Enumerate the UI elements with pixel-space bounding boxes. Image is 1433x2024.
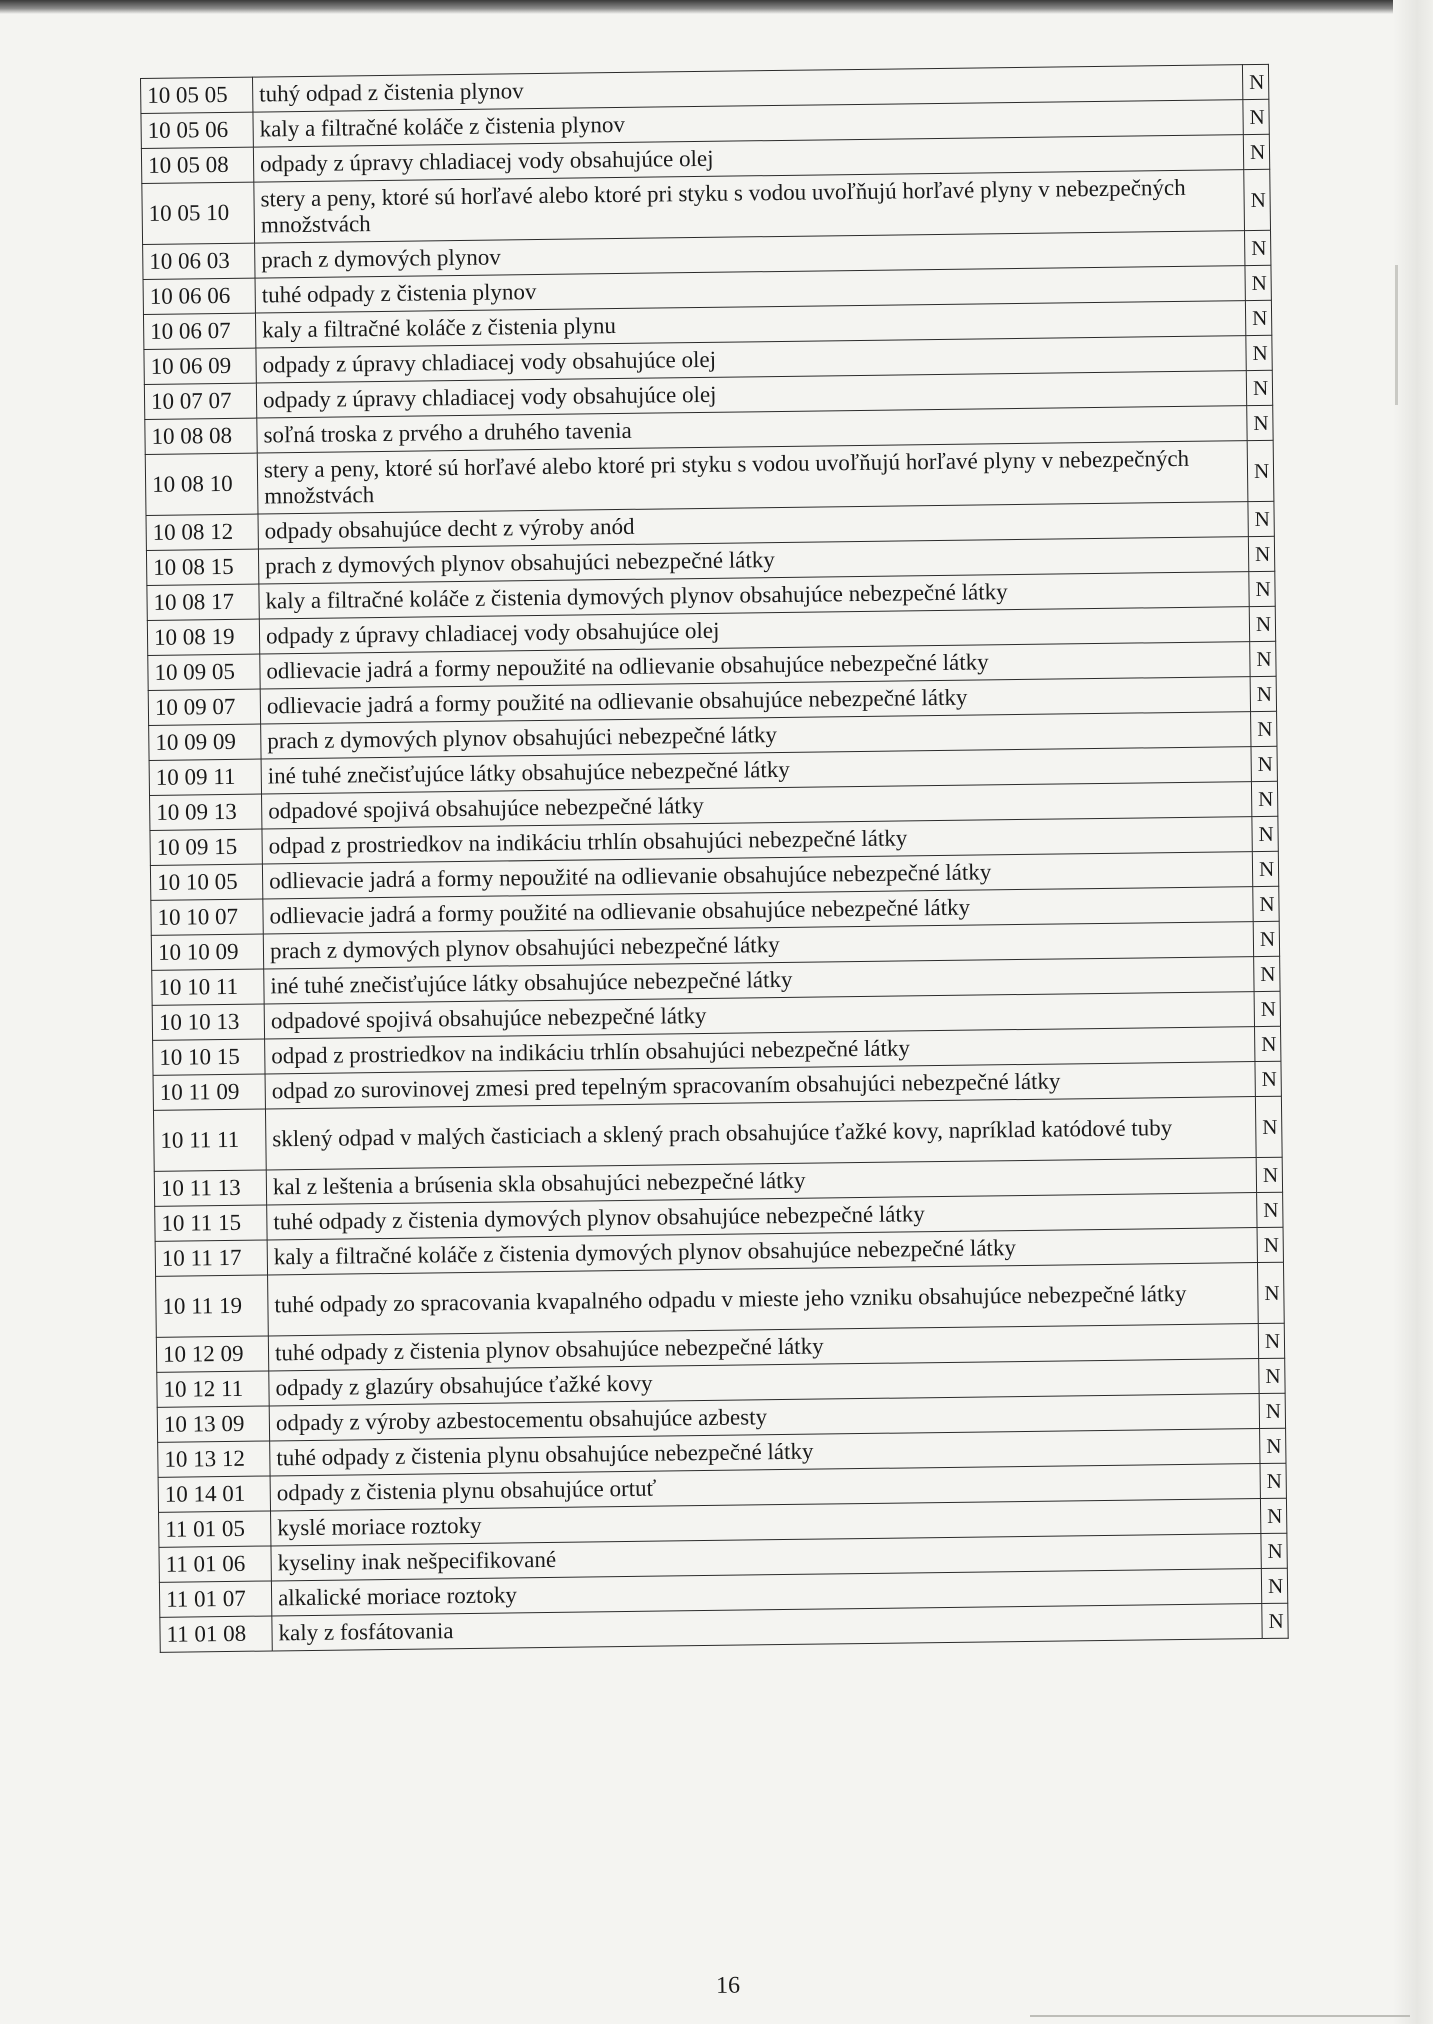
waste-code-cell: 10 08 15	[146, 549, 258, 585]
waste-code-cell: 10 08 19	[147, 619, 259, 655]
waste-category-cell: N	[1248, 536, 1274, 571]
waste-description-cell: prach z dymových plynov obsahujúci nebezpečné látky	[261, 712, 1251, 759]
waste-code-cell: 10 11 19	[156, 1275, 269, 1337]
waste-code-cell: 10 10 07	[151, 899, 263, 935]
waste-description-cell: odpady z úpravy chladiacej vody obsahujúce olej	[256, 336, 1246, 383]
waste-category-cell: N	[1245, 265, 1271, 300]
waste-code-cell: 10 06 06	[143, 278, 255, 314]
waste-category-cell: N	[1255, 1061, 1281, 1096]
waste-description-cell: iné tuhé znečisťujúce látky obsahujúce nebezpečné látky	[261, 747, 1251, 794]
scan-bottom-line	[1030, 2015, 1410, 2017]
waste-description-cell: odlievacie jadrá a formy použité na odlievanie obsahujúce nebezpečné látky	[260, 677, 1250, 724]
waste-category-cell: N	[1247, 405, 1273, 440]
waste-category-cell: N	[1260, 1463, 1286, 1498]
waste-code-cell: 10 10 15	[153, 1039, 265, 1075]
waste-description-cell: kaly a filtračné koláče z čistenia plynu	[255, 301, 1245, 348]
waste-category-cell: N	[1247, 440, 1274, 501]
waste-category-cell: N	[1250, 641, 1276, 676]
waste-code-cell: 10 09 07	[148, 689, 260, 725]
waste-description-cell: kaly z fosfátovania	[272, 1604, 1262, 1651]
waste-description-cell: sklený odpad v malých časticiach a sklený prach obsahujúce ťažké kovy, napríklad katódové tuby	[265, 1097, 1256, 1170]
waste-category-cell: N	[1260, 1428, 1286, 1463]
waste-category-cell: N	[1256, 1157, 1282, 1192]
waste-description-cell: iné tuhé znečisťujúce látky obsahujúce nebezpečné látky	[264, 957, 1254, 1004]
waste-category-cell: N	[1248, 501, 1274, 536]
waste-description-cell: odpady z úpravy chladiacej vody obsahujúce olej	[253, 135, 1243, 182]
waste-category-cell: N	[1249, 571, 1275, 606]
waste-description-cell: odlievacie jadrá a formy nepoužité na odlievanie obsahujúce nebezpečné látky	[262, 852, 1252, 899]
waste-category-cell: N	[1262, 1603, 1288, 1638]
waste-description-cell: kaly a filtračné koláče z čistenia dymových plynov obsahujúce nebezpečné látky	[267, 1228, 1257, 1275]
waste-code-cell: 10 11 13	[154, 1170, 266, 1206]
waste-catalog-table-body	[141, 64, 1289, 1652]
waste-code-cell: 10 10 09	[151, 934, 263, 970]
waste-code-cell: 10 09 05	[148, 654, 260, 690]
waste-code-cell: 10 09 09	[149, 724, 261, 760]
waste-code-cell: 10 13 09	[157, 1406, 269, 1442]
waste-code-cell: 11 01 06	[159, 1546, 271, 1582]
waste-category-cell: N	[1243, 99, 1269, 134]
waste-category-cell: N	[1259, 1393, 1285, 1428]
waste-category-cell: N	[1253, 921, 1279, 956]
waste-code-cell: 10 12 11	[157, 1371, 269, 1407]
waste-code-cell: 10 11 17	[155, 1240, 267, 1276]
waste-code-cell: 11 01 05	[159, 1511, 271, 1547]
waste-description-cell: kaly a filtračné koláče z čistenia plynov	[253, 100, 1243, 147]
waste-description-cell: odpady z úpravy chladiacej vody obsahujúce olej	[256, 371, 1246, 418]
waste-code-cell: 10 09 11	[149, 759, 261, 795]
waste-code-cell: 10 10 13	[152, 1004, 264, 1040]
waste-category-cell: N	[1243, 134, 1269, 169]
waste-category-cell: N	[1251, 711, 1277, 746]
waste-description-cell: stery a peny, ktoré sú horľavé alebo ktoré pri styku s vodou uvoľňujú horľavé plyny v nebezpečných množstvách	[257, 441, 1248, 514]
scan-edge-mark	[1395, 265, 1398, 405]
waste-description-cell: odpady z úpravy chladiacej vody obsahujúce olej	[259, 607, 1249, 654]
waste-category-cell: N	[1245, 300, 1271, 335]
waste-category-cell: N	[1259, 1358, 1285, 1393]
waste-code-cell: 10 05 06	[141, 112, 253, 148]
waste-code-cell: 10 09 15	[150, 829, 262, 865]
waste-description-cell: stery a peny, ktoré sú horľavé alebo ktoré pri styku s vodou uvoľňujú horľavé plyny v nebezpečných množstvách	[254, 170, 1245, 243]
waste-category-cell: N	[1246, 335, 1272, 370]
waste-description-cell: tuhé odpady z čistenia dymových plynov obsahujúce nebezpečné látky	[267, 1193, 1257, 1240]
waste-category-cell: N	[1250, 676, 1276, 711]
waste-category-cell: N	[1251, 746, 1277, 781]
waste-description-cell: tuhý odpad z čistenia plynov	[252, 65, 1242, 112]
waste-code-cell: 10 05 05	[141, 77, 253, 113]
document-page	[140, 64, 1288, 1999]
waste-category-cell: N	[1254, 956, 1280, 991]
waste-category-cell: N	[1257, 1262, 1284, 1323]
waste-category-cell: N	[1255, 1096, 1282, 1157]
waste-description-cell: prach z dymových plynov obsahujúci nebezpečné látky	[263, 922, 1253, 969]
waste-description-cell: kal z leštenia a brúsenia skla obsahujúci nebezpečné látky	[266, 1158, 1256, 1205]
waste-description-cell: tuhé odpady z čistenia plynov	[255, 266, 1245, 313]
waste-category-cell: N	[1245, 230, 1271, 265]
waste-description-cell: odpad z prostriedkov na indikáciu trhlín obsahujúci nebezpečné látky	[265, 1027, 1255, 1074]
page-number: 16	[715, 1972, 741, 1999]
waste-code-cell: 10 06 03	[143, 243, 255, 279]
waste-description-cell: kyslé moriace roztoky	[271, 1499, 1261, 1546]
waste-description-cell: odpadové spojivá obsahujúce nebezpečné látky	[262, 782, 1252, 829]
waste-code-cell: 10 14 01	[158, 1476, 270, 1512]
waste-category-cell: N	[1255, 1026, 1281, 1061]
waste-description-cell: odpad zo surovinovej zmesi pred tepelným spracovaním obsahujúci nebezpečné látky	[265, 1062, 1255, 1109]
waste-code-cell: 10 11 09	[153, 1074, 265, 1110]
waste-description-cell: soľná troska z prvého a druhého tavenia	[257, 406, 1247, 453]
waste-description-cell: tuhé odpady zo spracovania kvapalného odpadu v mieste jeho vzniku obsahujúce nebezpečné látky	[268, 1263, 1259, 1336]
waste-code-cell: 10 07 07	[144, 383, 256, 419]
waste-description-cell: kaly a filtračné koláče z čistenia dymových plynov obsahujúce nebezpečné látky	[259, 572, 1249, 619]
waste-description-cell: prach z dymových plynov	[255, 231, 1245, 278]
waste-code-cell: 10 08 17	[147, 584, 259, 620]
waste-description-cell: odpady obsahujúce decht z výroby anód	[258, 502, 1248, 549]
waste-category-cell: N	[1251, 781, 1277, 816]
waste-code-cell: 11 01 07	[159, 1581, 271, 1617]
scan-right-edge	[1393, 0, 1433, 2024]
waste-code-cell: 10 06 09	[144, 348, 256, 384]
waste-code-cell: 10 06 07	[143, 313, 255, 349]
waste-code-cell: 10 13 12	[158, 1441, 270, 1477]
waste-category-cell: N	[1257, 1192, 1283, 1227]
waste-category-cell: N	[1260, 1498, 1286, 1533]
waste-code-cell: 10 08 10	[145, 453, 258, 515]
waste-catalog-table	[140, 64, 1289, 1653]
waste-category-cell: N	[1244, 169, 1271, 230]
waste-code-cell: 10 10 05	[150, 864, 262, 900]
waste-description-cell: kyseliny inak nešpecifikované	[271, 1534, 1261, 1581]
waste-code-cell: 10 10 11	[152, 969, 264, 1005]
waste-category-cell: N	[1258, 1323, 1284, 1358]
scan-top-edge	[0, 0, 1433, 14]
waste-description-cell: odpady z glazúry obsahujúce ťažké kovy	[269, 1359, 1259, 1406]
waste-description-cell: tuhé odpady z čistenia plynu obsahujúce nebezpečné látky	[270, 1429, 1260, 1476]
waste-code-cell: 10 11 15	[155, 1205, 267, 1241]
waste-description-cell: odpadové spojivá obsahujúce nebezpečné látky	[264, 992, 1254, 1039]
waste-description-cell: tuhé odpady z čistenia plynov obsahujúce nebezpečné látky	[268, 1324, 1258, 1371]
waste-code-cell: 10 08 12	[146, 514, 258, 550]
waste-description-cell: odpad z prostriedkov na indikáciu trhlín obsahujúci nebezpečné látky	[262, 817, 1252, 864]
waste-category-cell: N	[1253, 886, 1279, 921]
waste-description-cell: odlievacie jadrá a formy nepoužité na odlievanie obsahujúce nebezpečné látky	[260, 642, 1250, 689]
waste-category-cell: N	[1261, 1568, 1287, 1603]
waste-code-cell: 10 05 08	[141, 147, 253, 183]
waste-category-cell: N	[1257, 1227, 1283, 1262]
waste-category-cell: N	[1252, 816, 1278, 851]
waste-code-cell: 10 08 08	[145, 418, 257, 454]
waste-code-cell: 11 01 08	[160, 1616, 272, 1652]
waste-category-cell: N	[1249, 606, 1275, 641]
waste-code-cell: 10 09 13	[150, 794, 262, 830]
waste-description-cell: alkalické moriace roztoky	[271, 1569, 1261, 1616]
waste-category-cell: N	[1246, 370, 1272, 405]
waste-description-cell: prach z dymových plynov obsahujúci nebezpečné látky	[258, 537, 1248, 584]
waste-category-cell: N	[1261, 1533, 1287, 1568]
waste-category-cell: N	[1242, 64, 1268, 99]
waste-code-cell: 10 05 10	[142, 182, 255, 244]
waste-category-cell: N	[1254, 991, 1280, 1026]
waste-description-cell: odpady z čistenia plynu obsahujúce ortuť	[270, 1464, 1260, 1511]
waste-description-cell: odpady z výroby azbestocementu obsahujúce azbesty	[269, 1394, 1259, 1441]
waste-code-cell: 10 12 09	[156, 1336, 268, 1372]
waste-description-cell: odlievacie jadrá a formy použité na odlievanie obsahujúce nebezpečné látky	[263, 887, 1253, 934]
waste-code-cell: 10 11 11	[153, 1109, 266, 1171]
waste-category-cell: N	[1252, 851, 1278, 886]
